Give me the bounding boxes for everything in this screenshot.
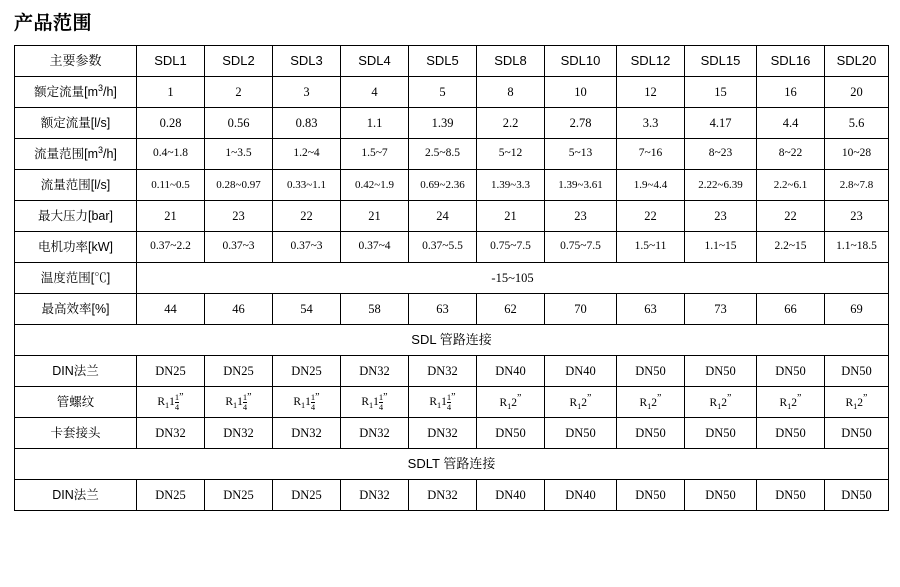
cell: DN50 [685,356,757,387]
cell: 15 [685,77,757,108]
cell-thread: $R_12$” [545,387,617,418]
cell: 1.1 [341,108,409,139]
cell: 1.39~3.61 [545,170,617,201]
table-row [15,139,889,170]
cell: 8~23 [685,139,757,170]
cell: 63 [409,294,477,325]
cell: DN50 [617,418,685,449]
cell: 0.75~7.5 [477,232,545,263]
cell: 69 [825,294,889,325]
cell: DN40 [545,356,617,387]
table-row [15,387,889,418]
product-range-table [14,45,889,511]
cell: 0.11~0.5 [137,170,205,201]
cell: 7~16 [617,139,685,170]
cell-thread: $R_11$ $\frac{1}{4}$ ” [137,387,205,418]
header-model-5: SDL5 [409,46,477,77]
cell: 22 [617,201,685,232]
cell-thread: $R_12$” [685,387,757,418]
cell: 21 [477,201,545,232]
cell: DN32 [205,418,273,449]
cell: 22 [757,201,825,232]
cell: 70 [545,294,617,325]
cell: 1.1~15 [685,232,757,263]
cell: 4 [341,77,409,108]
row-label-compression-fitting: 卡套接头 [15,418,137,449]
table-row [15,232,889,263]
table-row [15,170,889,201]
cell: 0.56 [205,108,273,139]
cell: DN32 [409,418,477,449]
cell: 2.2~15 [757,232,825,263]
cell: DN25 [137,480,205,511]
cell: 0.37~3 [273,232,341,263]
cell: 2.22~6.39 [685,170,757,201]
cell: 54 [273,294,341,325]
header-model-10: SDL16 [757,46,825,77]
header-model-6: SDL8 [477,46,545,77]
header-model-4: SDL4 [341,46,409,77]
cell: DN50 [685,480,757,511]
cell: 3 [273,77,341,108]
cell: 4.17 [685,108,757,139]
cell: 5.6 [825,108,889,139]
header-model-1: SDL1 [137,46,205,77]
cell: 5~13 [545,139,617,170]
cell: 62 [477,294,545,325]
cell: 1.2~4 [273,139,341,170]
cell-thread: $R_11$ $\frac{1}{4}$ ” [273,387,341,418]
cell: 2 [205,77,273,108]
cell: DN40 [545,480,617,511]
cell: 0.42~1.9 [341,170,409,201]
row-label-flow-range-ls: 流量范围[l/s] [15,170,137,201]
cell-thread: $R_11$ $\frac{1}{4}$ ” [341,387,409,418]
cell: 58 [341,294,409,325]
cell: 1.9~4.4 [617,170,685,201]
cell: 2.8~7.8 [825,170,889,201]
cell: DN40 [477,480,545,511]
cell: 0.4~1.8 [137,139,205,170]
cell: DN50 [757,480,825,511]
section-header-sdl: SDL 管路连接 [15,325,889,356]
cell: 46 [205,294,273,325]
row-label-max-efficiency: 最高效率[%] [15,294,137,325]
table-row [15,77,889,108]
table-section-row [15,449,889,480]
row-label-pipe-thread: 管螺纹 [15,387,137,418]
table-row [15,108,889,139]
cell: 2.2~6.1 [757,170,825,201]
cell: 5~12 [477,139,545,170]
cell: DN50 [757,418,825,449]
cell: DN25 [273,356,341,387]
row-label-flow-range-m3h: 流量范围$[m^3/h]$ [15,139,137,170]
cell: 10~28 [825,139,889,170]
cell: 0.37~4 [341,232,409,263]
cell: 73 [685,294,757,325]
cell-thread: $R_11$ $\frac{1}{4}$ ” [205,387,273,418]
cell: DN32 [409,356,477,387]
cell: 0.28 [137,108,205,139]
cell: DN32 [137,418,205,449]
row-label-din-flange-sdlt: DIN法兰 [15,480,137,511]
cell: 1.1~18.5 [825,232,889,263]
header-param-label: 主要参数 [15,46,137,77]
cell: 5 [409,77,477,108]
cell: 0.37~5.5 [409,232,477,263]
table-row [15,294,889,325]
cell: 0.37~2.2 [137,232,205,263]
cell: 21 [137,201,205,232]
cell: DN32 [341,480,409,511]
cell: 23 [205,201,273,232]
header-model-11: SDL20 [825,46,889,77]
cell: DN50 [617,356,685,387]
row-label-din-flange-sdl: DIN法兰 [15,356,137,387]
row-label-temperature-range: 温度范围[℃] [15,263,137,294]
cell: 23 [545,201,617,232]
cell: 0.33~1.1 [273,170,341,201]
cell: DN25 [273,480,341,511]
cell-thread: $R_12$” [477,387,545,418]
header-model-3: SDL3 [273,46,341,77]
cell: DN25 [205,480,273,511]
cell: DN50 [617,480,685,511]
cell: 0.37~3 [205,232,273,263]
cell: DN50 [477,418,545,449]
row-label-motor-power: 电机功率[kW] [15,232,137,263]
row-label-max-pressure: 最大压力[bar] [15,201,137,232]
cell: 1~3.5 [205,139,273,170]
row-label-rated-flow-ls: 额定流量[l/s] [15,108,137,139]
cell: 10 [545,77,617,108]
cell: 23 [825,201,889,232]
cell: 8~22 [757,139,825,170]
section-header-sdlt: SDLT 管路连接 [15,449,889,480]
cell: 1.5~11 [617,232,685,263]
cell: 66 [757,294,825,325]
cell: 0.83 [273,108,341,139]
cell: 2.2 [477,108,545,139]
cell-thread: $R_12$” [757,387,825,418]
table-header-row [15,46,889,77]
cell: 1.5~7 [341,139,409,170]
cell: 63 [617,294,685,325]
cell-thread: $R_12$” [825,387,889,418]
page-title: 产品范围 [14,13,93,34]
table-row [15,263,889,294]
cell: 1 [137,77,205,108]
header-model-2: SDL2 [205,46,273,77]
cell: DN50 [825,418,889,449]
table-row [15,418,889,449]
cell: 3.3 [617,108,685,139]
header-model-8: SDL12 [617,46,685,77]
cell: 8 [477,77,545,108]
cell: DN32 [409,480,477,511]
cell-thread: $R_11$ $\frac{1}{4}$ ” [409,387,477,418]
cell: 2.5~8.5 [409,139,477,170]
cell: 22 [273,201,341,232]
row-label-rated-flow-m3h: 额定流量$[m^3/h]$ [15,77,137,108]
cell: 1.39~3.3 [477,170,545,201]
cell-thread: $R_12$” [617,387,685,418]
cell: DN50 [825,480,889,511]
table-row [15,201,889,232]
cell: 12 [617,77,685,108]
cell: 23 [685,201,757,232]
cell: 2.78 [545,108,617,139]
cell: DN50 [545,418,617,449]
cell: 0.75~7.5 [545,232,617,263]
cell: DN25 [205,356,273,387]
cell: DN50 [825,356,889,387]
table-section-row [15,325,889,356]
table-row [15,356,889,387]
cell: 20 [825,77,889,108]
cell: DN25 [137,356,205,387]
header-model-7: SDL10 [545,46,617,77]
cell: DN40 [477,356,545,387]
cell: DN32 [273,418,341,449]
cell: DN50 [685,418,757,449]
cell: 4.4 [757,108,825,139]
cell: DN50 [757,356,825,387]
product-range-page [0,8,900,587]
cell: 0.69~2.36 [409,170,477,201]
header-model-9: SDL15 [685,46,757,77]
cell: DN32 [341,418,409,449]
cell: 21 [341,201,409,232]
table-row [15,480,889,511]
cell: 44 [137,294,205,325]
cell: 16 [757,77,825,108]
cell: 0.28~0.97 [205,170,273,201]
cell: DN32 [341,356,409,387]
cell: 1.39 [409,108,477,139]
cell: 24 [409,201,477,232]
cell-temperature-range: -15~105 [137,263,889,294]
